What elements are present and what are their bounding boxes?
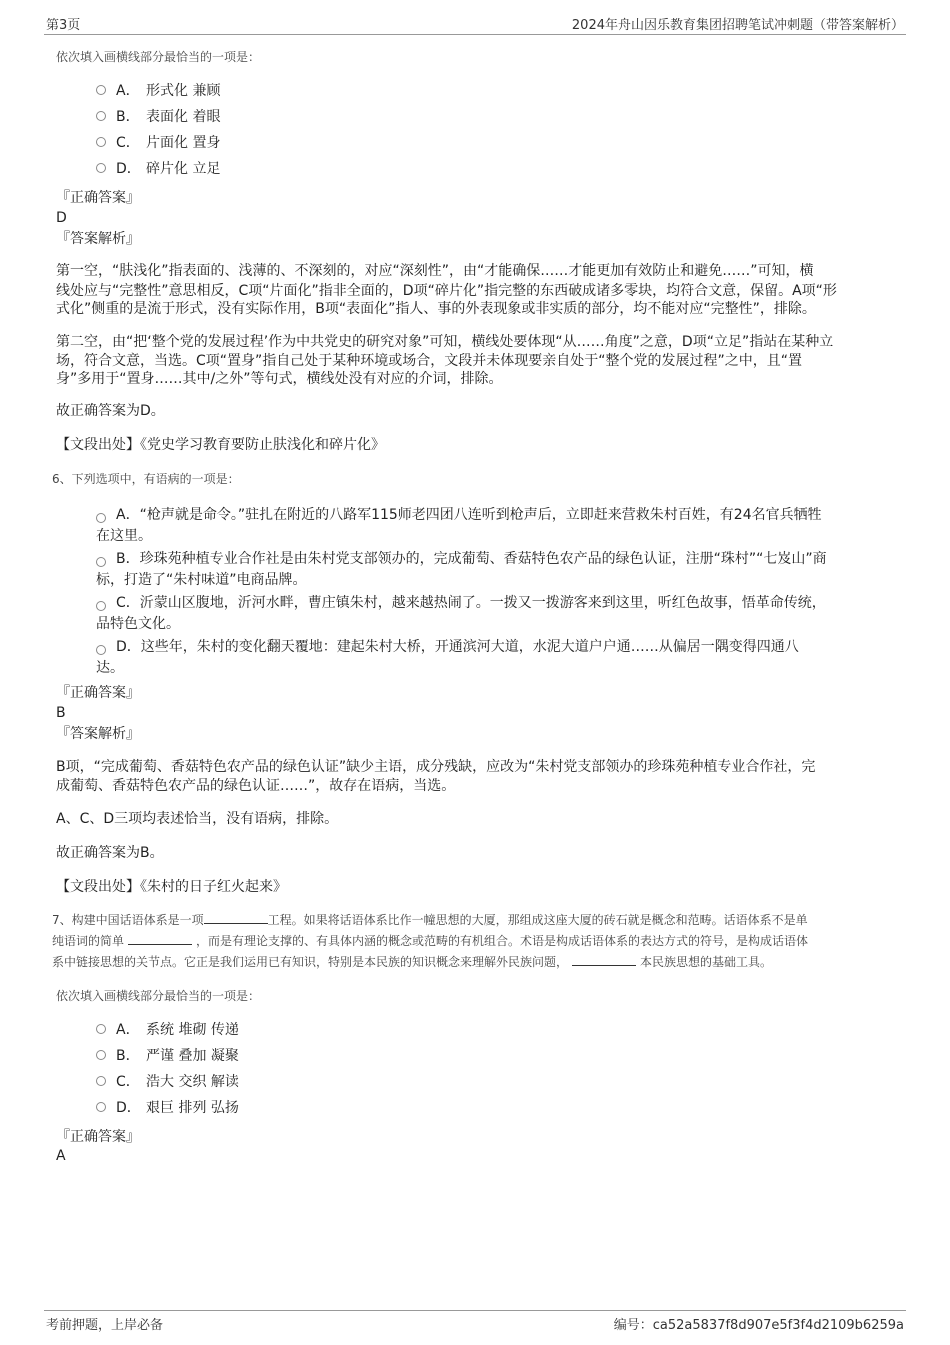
- analysis-text: B项，“完成葡萄、香菇特色农产品的绿色认证”缺少主语，成分残缺，应改为“朱村党支部领办的珍珠苑种植专业合作社，完: [56, 759, 816, 775]
- source-citation: 【文段出处】《党史学习教育要防止肤浅化和碎片化》: [56, 437, 385, 453]
- q5-prompt: 依次填入画横线部分最恰当的一项是：: [56, 50, 261, 64]
- radio-icon[interactable]: [96, 1024, 106, 1034]
- answer-value: A: [56, 1148, 66, 1164]
- radio-icon[interactable]: [96, 557, 106, 567]
- q7-option-a[interactable]: A． 系统 堆砌 传递: [96, 1017, 239, 1043]
- answer-label: 『正确答案』: [56, 190, 140, 206]
- analysis-text: 身”多用于“置身……其中/之外”等句式，横线处没有对应的介词，排除。: [56, 371, 503, 387]
- radio-icon[interactable]: [96, 601, 106, 611]
- radio-icon[interactable]: [96, 137, 106, 147]
- q7-stem-line: 7、构建中国话语体系是一项 工程。如果将话语体系比作一幢思想的大厦，那组成这座大厦的砖石就是概念和范畴。话语体系不是单: [52, 913, 808, 927]
- q5-option-d[interactable]: D． 碎片化 立足: [96, 156, 220, 182]
- answer-label: 『正确答案』: [56, 685, 140, 701]
- analysis-text: 第二空，由“把‘整个党的发展过程’作为中共党史的研究对象”可知，横线处要体现“从……角度”之意，D项“立足”指站在某种立: [56, 334, 834, 350]
- analysis-text: 场，符合文意，当选。C项“置身”指自己处于某种环境或场合，文段并未体现要亲自处于“整个党的发展过程”之中，且“置: [56, 353, 803, 369]
- q5-option-b[interactable]: B． 表面化 着眼: [96, 104, 220, 130]
- radio-icon[interactable]: [96, 513, 106, 523]
- q5-option-c[interactable]: C． 片面化 置身: [96, 130, 220, 156]
- footer-divider: [44, 1310, 906, 1311]
- radio-icon[interactable]: [96, 111, 106, 121]
- analysis-text: 第一空，“肤浅化”指表面的、浅薄的、不深刻的，对应“深刻性”，由“才能确保……才能更加有效防止和避免……”可知，横: [56, 263, 814, 279]
- radio-icon[interactable]: [96, 1102, 106, 1112]
- blank-1: [204, 911, 268, 924]
- q5-option-a[interactable]: A． 形式化 兼顾: [96, 78, 220, 104]
- analysis-text: A、C、D三项均表述恰当，没有语病，排除。: [56, 811, 339, 827]
- analysis-text: 成葡萄、香菇特色农产品的绿色认证……”，故存在语病，当选。: [56, 778, 456, 794]
- conclusion: 故正确答案为D。: [56, 403, 165, 419]
- radio-icon[interactable]: [96, 1076, 106, 1086]
- radio-icon[interactable]: [96, 85, 106, 95]
- answer-value: B: [56, 705, 66, 721]
- document-title: 2024年舟山因乐教育集团招聘笔试冲刺题（带答案解析）: [571, 18, 904, 33]
- blank-2: [128, 932, 192, 945]
- q7-prompt: 依次填入画横线部分最恰当的一项是：: [56, 989, 261, 1003]
- q6-prompt: 6、下列选项中，有语病的一项是：: [52, 472, 240, 486]
- q7-option-d[interactable]: D． 艰巨 排列 弘扬: [96, 1095, 239, 1121]
- source-citation: 【文段出处】《朱村的日子红火起来》: [56, 879, 287, 895]
- analysis-text: 线处应与“完整性”意思相反，C项“片面化”指非全面的，D项“碎片化”指完整的东西破成诸多零块，均符合文意，保留。A项“形: [56, 283, 837, 299]
- radio-icon[interactable]: [96, 163, 106, 173]
- answer-value: D: [56, 210, 67, 226]
- analysis-text: 式化”侧重的是流于形式，没有实际作用，B项“表面化”指人、事的外表现象或非实质的部分，均不能对应“完整性”，排除。: [56, 301, 816, 317]
- document-id: 编号：ca52a5837f8d907e5f3f4d2109b6259a: [613, 1318, 904, 1333]
- analysis-label: 『答案解析』: [56, 231, 140, 247]
- analysis-label: 『答案解析』: [56, 726, 140, 742]
- answer-label: 『正确答案』: [56, 1129, 140, 1145]
- radio-icon[interactable]: [96, 1050, 106, 1060]
- blank-3: [572, 953, 636, 966]
- q7-stem-line: 纯语词的简单 ，而是有理论支撑的、有具体内涵的概念或范畴的有机组合。术语是构成话语体系的表达方式的符号，是构成话语体: [52, 934, 809, 948]
- header-divider: [44, 34, 906, 35]
- conclusion: 故正确答案为B。: [56, 845, 164, 861]
- footer-slogan: 考前押题，上岸必备: [46, 1318, 164, 1333]
- page-number: 第3页: [46, 18, 81, 33]
- radio-icon[interactable]: [96, 645, 106, 655]
- q7-option-c[interactable]: C． 浩大 交织 解读: [96, 1069, 239, 1095]
- q7-option-b[interactable]: B． 严谨 叠加 凝聚: [96, 1043, 239, 1069]
- q7-stem-line: 系中链接思想的关节点。它正是我们运用已有知识，特别是本民族的知识概念来理解外民族问题， 本民族思想的基础工具。: [52, 955, 773, 969]
